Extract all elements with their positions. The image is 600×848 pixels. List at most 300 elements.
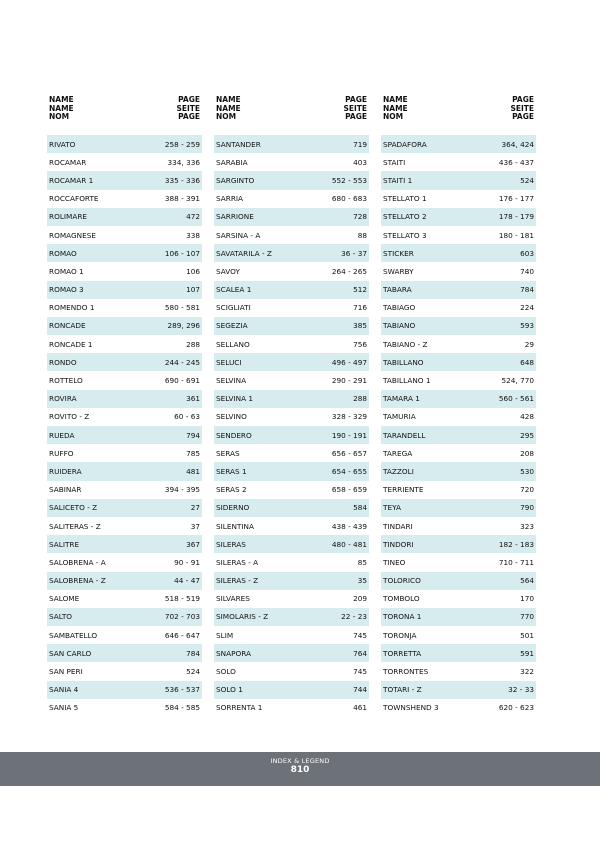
index-row [47, 553, 202, 571]
index-row [214, 244, 369, 262]
index-row [381, 553, 536, 571]
index-page: 656 - 657 [331, 448, 367, 458]
header-page-de: SEITE [343, 103, 367, 113]
index-page: 620 - 623 [498, 703, 534, 713]
index-row [47, 681, 202, 699]
index-page: 560 - 561 [498, 394, 534, 404]
index-page: 438 - 439 [331, 521, 367, 531]
index-name: SALOME [49, 594, 80, 604]
index-page: 512 [353, 285, 367, 295]
index-page: 648 [520, 357, 534, 367]
index-name: SPADAFORA [383, 139, 427, 149]
index-page: 182 - 183 [498, 539, 534, 549]
index-page: 35 [357, 576, 367, 586]
index-row [47, 244, 202, 262]
header-page-en: PAGE [512, 95, 534, 104]
index-page: 480 - 481 [331, 539, 367, 549]
index-row [214, 208, 369, 226]
index-row [47, 153, 202, 171]
index-page: 394 - 395 [164, 485, 200, 495]
index-name: ROVITO - Z [49, 412, 90, 422]
index-page: 335 - 336 [164, 175, 200, 185]
index-name: SALOBRENA - Z [49, 576, 106, 586]
index-name: SIDERNO [216, 503, 250, 513]
index-name: SALITERAS - Z [49, 521, 101, 531]
index-row [47, 281, 202, 299]
index-page: 388 - 391 [164, 194, 200, 204]
column-header [381, 96, 536, 124]
index-name: TOWNSHEND 3 [383, 703, 439, 713]
index-page: 90 - 91 [174, 557, 200, 567]
index-row [214, 190, 369, 208]
index-page: 658 - 659 [331, 485, 367, 495]
index-row [381, 371, 536, 389]
index-row [381, 590, 536, 608]
index-row [214, 535, 369, 553]
index-name: SAMBATELLO [49, 630, 98, 640]
index-name: SENDERO [216, 430, 252, 440]
index-name: TABILLANO [383, 357, 424, 367]
index-name: ROCCAFORTE [49, 194, 99, 204]
index-page: 288 [353, 394, 367, 404]
index-row [381, 572, 536, 590]
index-row [214, 426, 369, 444]
column-header [47, 96, 202, 124]
index-row [381, 681, 536, 699]
index-page: 690 - 691 [164, 376, 200, 386]
header-name-de: NAME [49, 103, 74, 113]
index-name: SORRENTA 1 [216, 703, 263, 713]
header-name-de: NAME [216, 103, 241, 113]
index-page: 22 - 23 [341, 612, 367, 622]
index-row [47, 426, 202, 444]
index-row [47, 608, 202, 626]
index-name: SILENTINA [216, 521, 254, 531]
index-name: ROMAO [49, 248, 77, 258]
index-name: SAVATARILA - Z [216, 248, 272, 258]
header-name-en: NAME [216, 95, 241, 104]
page-footer [0, 752, 600, 786]
index-page: 496 - 497 [331, 357, 367, 367]
index-page: 190 - 191 [331, 430, 367, 440]
index-page: 29 [524, 339, 534, 349]
index-name: SARSINA - A [216, 230, 261, 240]
index-name: TORONA 1 [383, 612, 422, 622]
index-name: STELLATO 3 [383, 230, 427, 240]
index-name: SARGINTO [216, 175, 255, 185]
index-name: SILERAS - A [216, 557, 259, 567]
header-name-en: NAME [49, 95, 74, 104]
index-page: 85 [357, 557, 367, 567]
index-name: STICKER [383, 248, 414, 258]
index-column-2 [214, 95, 369, 713]
index-page: 180 - 181 [498, 230, 534, 240]
index-name: SCALEA 1 [216, 285, 252, 295]
index-row [214, 608, 369, 626]
index-row [381, 444, 536, 462]
header-name-fr: NOM [383, 112, 404, 121]
index-name: RUIDERA [49, 466, 82, 476]
index-page: 209 [353, 594, 367, 604]
index-page: 178 - 179 [498, 212, 534, 222]
index-name: SELLANO [216, 339, 250, 349]
index-name: RONCADE 1 [49, 339, 93, 349]
index-page: 785 [186, 448, 200, 458]
index-page: 364, 424 [501, 139, 534, 149]
header-page-de: SEITE [510, 103, 534, 113]
index-page: 680 - 683 [331, 194, 367, 204]
index-rows [214, 135, 369, 717]
index-row [47, 317, 202, 335]
index-page: 367 [186, 539, 200, 549]
index-name: SILVARES [216, 594, 250, 604]
index-name: ROMAO 1 [49, 266, 84, 276]
index-page: 289, 296 [167, 321, 200, 331]
index-name: SANIA 4 [49, 685, 79, 695]
index-row [214, 699, 369, 717]
index-row [47, 371, 202, 389]
index-page: 719 [353, 139, 367, 149]
index-row [47, 408, 202, 426]
index-row [47, 444, 202, 462]
index-name: STELLATO 1 [383, 194, 427, 204]
index-name: RUEDA [49, 430, 75, 440]
index-name: ROCAMAR [49, 157, 87, 167]
index-page: 403 [353, 157, 367, 167]
header-page-fr: PAGE [512, 112, 534, 121]
index-page: 224 [520, 303, 534, 313]
index-page: 106 - 107 [164, 248, 200, 258]
index-name: TINDARI [383, 521, 413, 531]
index-page: 552 - 553 [331, 175, 367, 185]
index-page: 258 - 259 [164, 139, 200, 149]
index-name: RIVATO [49, 139, 76, 149]
header-name-fr: NOM [49, 112, 70, 121]
index-name: TEYA [383, 503, 401, 513]
index-row [381, 226, 536, 244]
index-column-3 [381, 95, 536, 713]
index-name: SELVINO [216, 412, 247, 422]
index-row [47, 462, 202, 480]
page-number: 810 [290, 765, 310, 775]
index-row [47, 171, 202, 189]
index-page: 770 [520, 612, 534, 622]
index-name: SOLO [216, 667, 236, 677]
index-row [214, 135, 369, 153]
index-name: SWARBY [383, 266, 414, 276]
header-page-en: PAGE [178, 95, 200, 104]
index-name: TARANDELL [383, 430, 426, 440]
index-page: 385 [353, 321, 367, 331]
index-page: 716 [353, 303, 367, 313]
index-row [381, 535, 536, 553]
index-row [47, 208, 202, 226]
index-name: TORRETTA [383, 648, 422, 658]
index-row [214, 462, 369, 480]
index-row [214, 626, 369, 644]
index-page: 784 [186, 648, 200, 658]
index-name: SELUCI [216, 357, 242, 367]
index-page: 584 - 585 [164, 703, 200, 713]
index-page: 524 [520, 175, 534, 185]
index-row [214, 281, 369, 299]
index-page: 338 [186, 230, 200, 240]
index-name: SARRIONE [216, 212, 254, 222]
index-row [381, 262, 536, 280]
index-row [47, 535, 202, 553]
header-page-fr: PAGE [345, 112, 367, 121]
index-row [381, 317, 536, 335]
index-row [381, 335, 536, 353]
index-name: TOMBOLO [383, 594, 420, 604]
index-row [381, 281, 536, 299]
index-row [214, 171, 369, 189]
index-row [47, 190, 202, 208]
index-row [214, 553, 369, 571]
index-row [47, 590, 202, 608]
index-name: STELLATO 2 [383, 212, 427, 222]
index-row [381, 408, 536, 426]
column-header [214, 96, 369, 124]
index-page: 501 [520, 630, 534, 640]
index-row [214, 408, 369, 426]
index-name: SANTANDER [216, 139, 261, 149]
index-page: 88 [357, 230, 367, 240]
index-page: 745 [353, 667, 367, 677]
index-page: 481 [186, 466, 200, 476]
index-row [381, 608, 536, 626]
index-name: TOTARI - Z [383, 685, 422, 695]
index-name: SALITRE [49, 539, 80, 549]
index-name: SNAPORA [216, 648, 251, 658]
index-page: 361 [186, 394, 200, 404]
index-row [214, 481, 369, 499]
index-row [214, 590, 369, 608]
index-page: 288 [186, 339, 200, 349]
index-name: TABIAGO [383, 303, 416, 313]
index-page: 295 [520, 430, 534, 440]
index-row [381, 626, 536, 644]
index-page: 176 - 177 [498, 194, 534, 204]
index-row [381, 190, 536, 208]
index-column-1 [47, 95, 202, 713]
index-row [381, 462, 536, 480]
index-row [214, 444, 369, 462]
index-row [214, 499, 369, 517]
index-row [214, 390, 369, 408]
index-name: ROTTELO [49, 376, 83, 386]
index-row [47, 262, 202, 280]
index-page: 328 - 329 [331, 412, 367, 422]
index-name: SANIA 5 [49, 703, 79, 713]
index-page: 603 [520, 248, 534, 258]
index-name: ROMAO 3 [49, 285, 84, 295]
index-row [47, 481, 202, 499]
index-name: SELVINA [216, 376, 247, 386]
index-page: 580 - 581 [164, 303, 200, 313]
index-name: STAITI 1 [383, 175, 413, 185]
header-name-en: NAME [383, 95, 408, 104]
index-row [214, 226, 369, 244]
index-row [381, 644, 536, 662]
index-row [214, 517, 369, 535]
index-name: TABIANO [383, 321, 416, 331]
index-page: 702 - 703 [164, 612, 200, 622]
index-page: 32 - 33 [508, 685, 534, 695]
index-row [47, 626, 202, 644]
index-row [214, 317, 369, 335]
index-page: 745 [353, 630, 367, 640]
index-name: TAZZOLI [383, 466, 414, 476]
index-page: 323 [520, 521, 534, 531]
header-name-fr: NOM [216, 112, 237, 121]
index-row [381, 517, 536, 535]
index-row [214, 262, 369, 280]
index-name: SERAS [216, 448, 240, 458]
index-name: SAVOY [216, 266, 240, 276]
index-page: 518 - 519 [164, 594, 200, 604]
index-name: TAMURIA [383, 412, 416, 422]
index-row [47, 662, 202, 680]
index-page: 208 [520, 448, 534, 458]
index-row [214, 299, 369, 317]
index-row [47, 335, 202, 353]
header-page-fr: PAGE [178, 112, 200, 121]
index-name: TAREGA [383, 448, 413, 458]
index-name: RUFFO [49, 448, 74, 458]
index-name: ROMAGNESE [49, 230, 96, 240]
index-row [381, 699, 536, 717]
index-name: SILERAS [216, 539, 246, 549]
index-page: 744 [353, 685, 367, 695]
index-name: SERAS 1 [216, 466, 247, 476]
index-name: SILERAS - Z [216, 576, 259, 586]
index-name: TORRONTES [383, 667, 429, 677]
index-page: 530 [520, 466, 534, 476]
index-page: 290 - 291 [331, 376, 367, 386]
index-row [381, 426, 536, 444]
index-row [214, 572, 369, 590]
index-row [381, 499, 536, 517]
index-name: SAN CARLO [49, 648, 92, 658]
index-name: TAMARA 1 [383, 394, 420, 404]
index-row [381, 153, 536, 171]
index-page: 36 - 37 [341, 248, 367, 258]
index-row [381, 662, 536, 680]
index-name: TINEO [383, 557, 406, 567]
index-row [214, 681, 369, 699]
index-name: SABINAR [49, 485, 82, 495]
index-name: SEGEZIA [216, 321, 248, 331]
index-row [47, 517, 202, 535]
index-row [381, 171, 536, 189]
index-page: 244 - 245 [164, 357, 200, 367]
index-page: 524 [186, 667, 200, 677]
index-name: TORONJA [383, 630, 417, 640]
index-row [47, 499, 202, 517]
index-name: STAITI [383, 157, 406, 167]
index-name: ROLIMARE [49, 212, 87, 222]
index-page: 740 [520, 266, 534, 276]
index-row [381, 208, 536, 226]
index-page: 584 [353, 503, 367, 513]
index-row [381, 390, 536, 408]
index-page: 428 [520, 412, 534, 422]
index-page: 654 - 655 [331, 466, 367, 476]
index-page: 60 - 63 [174, 412, 200, 422]
index-row [214, 371, 369, 389]
index-name: TABILLANO 1 [383, 376, 431, 386]
index-page: 710 - 711 [498, 557, 534, 567]
index-page: 436 - 437 [498, 157, 534, 167]
index-row [214, 353, 369, 371]
index-page: 536 - 537 [164, 685, 200, 695]
index-row [47, 135, 202, 153]
index-name: TABARA [383, 285, 412, 295]
index-row [47, 390, 202, 408]
index-page: 591 [520, 648, 534, 658]
index-row [214, 335, 369, 353]
index-row [47, 299, 202, 317]
index-row [381, 299, 536, 317]
index-row [214, 644, 369, 662]
index-row [381, 353, 536, 371]
index-page: 107 [186, 285, 200, 295]
index-name: RONDO [49, 357, 77, 367]
index-page: 784 [520, 285, 534, 295]
index-page: 524, 770 [501, 376, 534, 386]
index-page: 27 [190, 503, 200, 513]
index-name: ROCAMAR 1 [49, 175, 94, 185]
index-row [47, 699, 202, 717]
index-name: SERAS 2 [216, 485, 247, 495]
index-name: TERRIENTE [383, 485, 424, 495]
index-name: SALTO [49, 612, 73, 622]
index-name: ROVIRA [49, 394, 77, 404]
index-rows [381, 135, 536, 717]
index-page: 764 [353, 648, 367, 658]
index-page: 646 - 647 [164, 630, 200, 640]
index-row [381, 135, 536, 153]
index-name: TABIANO - Z [383, 339, 428, 349]
index-name: SCIGLIATI [216, 303, 251, 313]
header-page-de: SEITE [176, 103, 200, 113]
index-row [214, 153, 369, 171]
index-row [47, 353, 202, 371]
index-row [381, 481, 536, 499]
index-name: SALICETO - Z [49, 503, 98, 513]
index-page: 720 [520, 485, 534, 495]
index-page: 106 [186, 266, 200, 276]
index-page: 170 [520, 594, 534, 604]
index-page: 322 [520, 667, 534, 677]
index-name: RONCADE [49, 321, 86, 331]
index-row [47, 572, 202, 590]
index-page: 593 [520, 321, 534, 331]
header-name-de: NAME [383, 103, 408, 113]
index-page: 728 [353, 212, 367, 222]
index-name: SOLO 1 [216, 685, 243, 695]
index-name: TINDORI [383, 539, 414, 549]
index-name: SELVINA 1 [216, 394, 254, 404]
index-page: 37 [190, 521, 200, 531]
index-name: TOLORICO [383, 576, 421, 586]
index-name: SARRIA [216, 194, 244, 204]
index-name: SAN PERI [49, 667, 83, 677]
index-name: SALOBRENA - A [49, 557, 106, 567]
footer-title: INDEX & LEGEND [270, 757, 330, 765]
header-page-en: PAGE [345, 95, 367, 104]
